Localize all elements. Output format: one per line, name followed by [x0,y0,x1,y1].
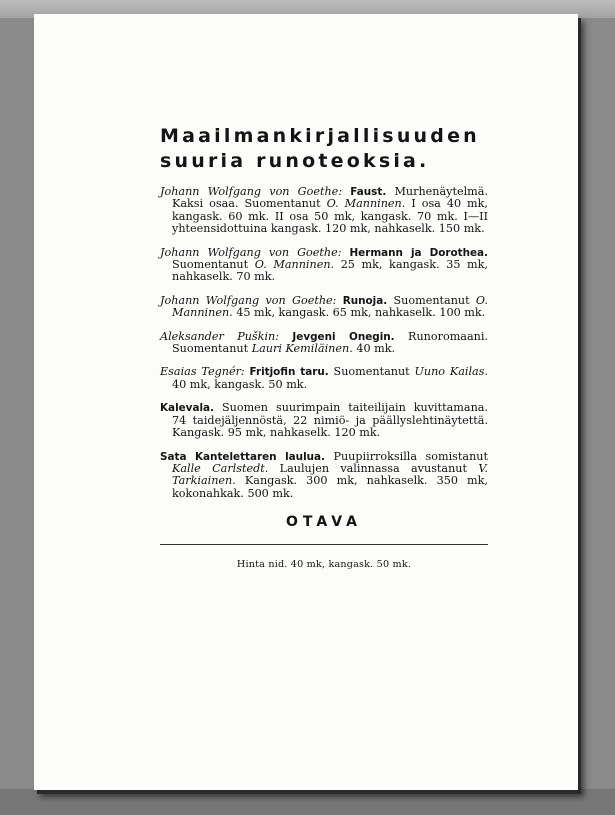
entry-description: Suomen suurimpain taiteilijain kuvittamana. 74 taidejäljennöstä, 22 nimiö- ja päällyslehtinäytettä. Kangask. 95 mk, nahkaselk. 120 mk. [172,401,489,440]
entry-translator: O. Manninen. [254,258,335,272]
entry-illustrator: Kalle Carlstedt. [172,461,269,475]
heading-line-1: Maailmankirjallisuuden [160,125,480,147]
entry-title: Sata Kantelettaren laulua. [160,450,325,463]
entry-runoja [160,295,488,320]
entry-description: Runoromaani. Suomentanut [172,329,488,356]
publisher-name: OTAVA [286,514,362,531]
entry-kalevala [160,402,488,439]
entry-prices: I osa 40 mk, kangask. 60 mk. II osa 50 mk, kangask. 70 mk. I—II yhteensidottuina kangask. 120 mk, nahkaselk. 150 mk. [172,197,488,236]
entry-hermann-ja-dorothea [160,247,488,284]
entry-description: Suomentanut [393,293,470,307]
entry-author: Aleksander Puškin: [160,329,280,343]
entry-author: Johann Wolfgang von Goethe: [160,293,337,307]
entry-title: Runoja. [342,294,388,307]
entry-translator: O. Manninen. [326,197,406,211]
entry-title: Fritjofin taru. [249,366,329,379]
entry-description: Puupiirroksilla somistanut [333,449,488,463]
entry-prices: Kangask. 300 mk, nahkaselk. 350 mk, kokonahkak. 500 mk. [172,474,488,500]
entry-author: Johann Wolfgang von Goethe: [160,185,343,198]
entry-title: Hermann ja Dorothea. [349,246,488,259]
entry-sata-kantelettaren-laulua [160,451,488,501]
entry-title: Jevgeni Onegin. [292,330,395,343]
entry-prices: 45 mk, kangask. 65 mk, nahkaselk. 100 mk. [236,306,486,320]
entry-translator: Lauri Kemiläinen. [251,342,353,356]
entry-title: Kalevala. [160,402,214,415]
cover-heading [160,124,488,174]
divider-rule [160,544,488,545]
heading-line-2: suuria runoteoksia. [160,150,430,172]
entry-fritjofin-taru [160,366,488,391]
entry-prices: 40 mk, kangask. 50 mk. [172,377,308,391]
entry-jevgeni-onegin [160,331,488,356]
entry-prices: 40 mk. [356,342,396,356]
entry-translator: Uuno Kailas. [414,365,488,379]
entry-prices: 25 mk, kangask. 35 mk, nahkaselk. 70 mk. [172,258,488,284]
cover-text-block [160,124,488,570]
entry-description: Suomentanut [333,365,410,379]
scan-backdrop-bottom [0,789,615,815]
entry-author: Johann Wolfgang von Goethe: [160,245,342,259]
entry-description: Murhenäytelmä. Kaksi osaa. Suomentanut [172,185,489,211]
entry-description: Suomentanut [172,258,249,272]
book-back-cover [34,14,578,790]
entry-translator: O. Manninen. [172,293,488,320]
entry-faust [160,186,488,236]
entry-title: Faust. [350,186,387,198]
entry-assistant: V. Tarkiainen. [172,461,488,488]
entry-description-2: Laulujen valinnassa avustanut [279,461,468,475]
entry-author: Esaias Tegnér: [160,365,245,379]
price-line: Hinta nid. 40 mk, kangask. 50 mk. [236,559,412,571]
